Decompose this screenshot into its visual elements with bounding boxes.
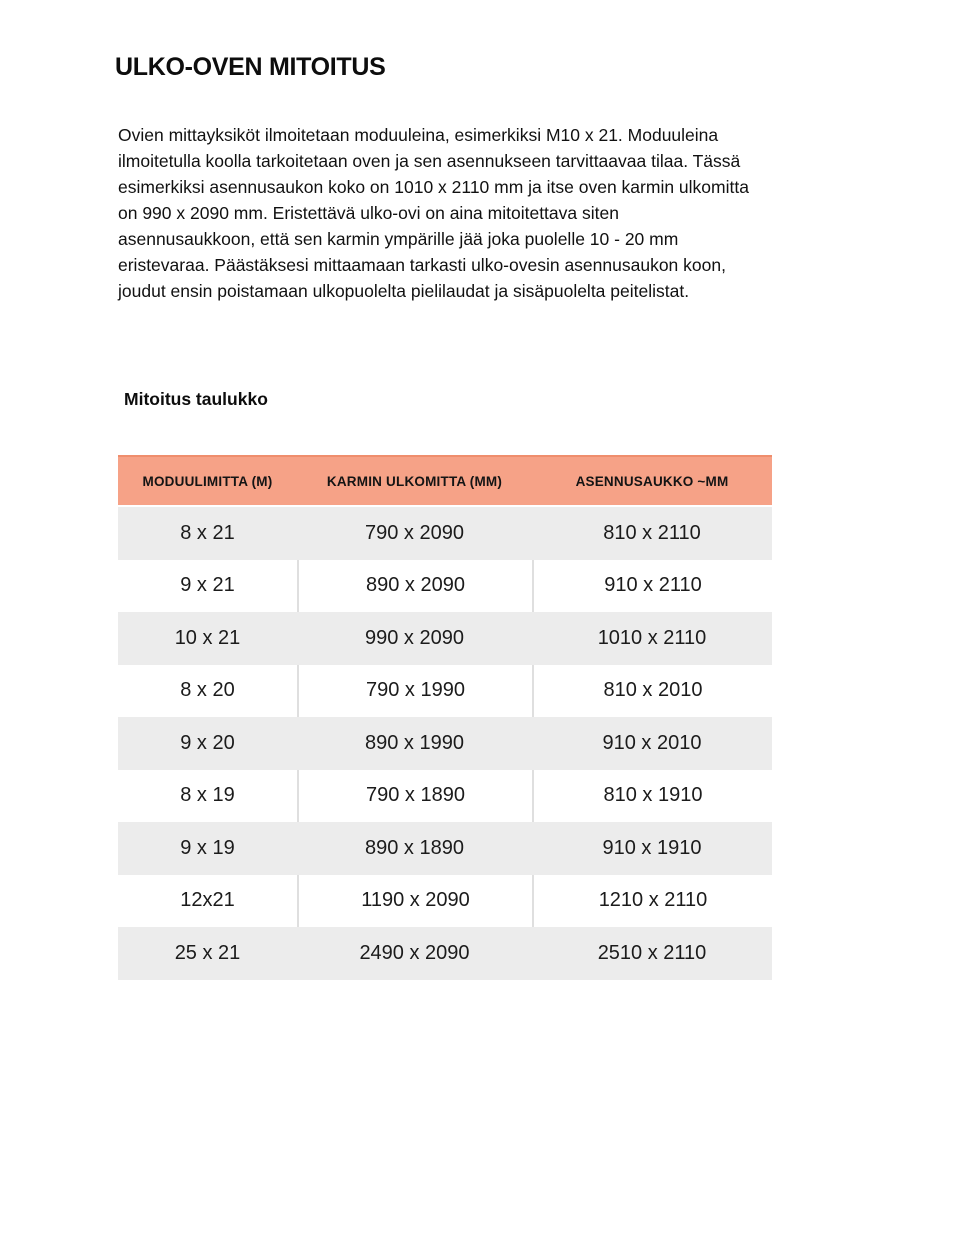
table-heading: Mitoitus taulukko — [124, 389, 268, 409]
table-cell: 890 x 1990 — [297, 717, 532, 770]
paragraph-line: Ovien mittayksiköt ilmoitetaan moduuleina, esimerkiksi M10 x 21. Moduuleina — [118, 125, 719, 145]
table-cell: 8 x 21 — [118, 507, 297, 560]
table-cell: 10 x 21 — [118, 612, 297, 665]
table-cell: 9 x 21 — [118, 560, 297, 613]
paragraph-line: joudut ensin poistamaan ulkopuolelta pielilaudat ja sisäpuolelta peitelistat. — [118, 281, 690, 301]
table-cell: 790 x 2090 — [297, 507, 532, 560]
table-row — [118, 822, 772, 875]
table-cell: 810 x 1910 — [532, 770, 772, 823]
table-header-row — [118, 455, 772, 507]
dimension-table — [118, 455, 772, 980]
table-cell: 810 x 2010 — [532, 665, 772, 718]
table-cell: 1010 x 2110 — [532, 612, 772, 665]
table-row — [118, 770, 772, 823]
table-cell: 8 x 20 — [118, 665, 297, 718]
table-cell: 790 x 1990 — [297, 665, 532, 718]
paragraph-line: esimerkiksi asennusaukon koko on 1010 x 2110 mm ja itse oven karmin ulkomitta — [118, 177, 749, 197]
paragraph-line: ilmoitetulla koolla tarkoitetaan oven ja sen asennukseen tarvittaavaa tilaa. Tässä — [118, 151, 741, 171]
table-cell: 890 x 1890 — [297, 822, 532, 875]
table-row — [118, 612, 772, 665]
column-header-moduulimitta: MODUULIMITTA (M) — [118, 455, 297, 507]
table-header — [118, 455, 772, 507]
table-cell: 790 x 1890 — [297, 770, 532, 823]
table-cell: 8 x 19 — [118, 770, 297, 823]
table-body — [118, 507, 772, 980]
table-cell: 1210 x 2110 — [532, 875, 772, 928]
column-header-asennusaukko: ASENNUSAUKKO ~MM — [532, 455, 772, 507]
table-cell: 9 x 20 — [118, 717, 297, 770]
table-row — [118, 875, 772, 928]
paragraph-line: eristevaraa. Päästäksesi mittaamaan tarkasti ulko-ovesin asennusaukon koon, — [118, 255, 726, 275]
table-cell: 810 x 2110 — [532, 507, 772, 560]
table-cell: 2510 x 2110 — [532, 927, 772, 980]
table-cell: 990 x 2090 — [297, 612, 532, 665]
table-cell: 910 x 2010 — [532, 717, 772, 770]
table-cell: 910 x 1910 — [532, 822, 772, 875]
table-cell: 12x21 — [118, 875, 297, 928]
paragraph-line: on 990 x 2090 mm. Eristettävä ulko-ovi on aina mitoitettava siten — [118, 203, 619, 223]
table-cell: 1190 x 2090 — [297, 875, 532, 928]
table-row — [118, 717, 772, 770]
table-row — [118, 507, 772, 560]
table-cell: 25 x 21 — [118, 927, 297, 980]
paragraph-line: asennusaukkoon, että sen karmin ympärille jää joka puolelle 10 - 20 mm — [118, 229, 679, 249]
table-cell: 9 x 19 — [118, 822, 297, 875]
table-row — [118, 665, 772, 718]
page-title: ULKO-OVEN MITOITUS — [115, 52, 386, 81]
table-row — [118, 560, 772, 613]
table-cell: 2490 x 2090 — [297, 927, 532, 980]
column-header-karmin-ulkomitta: KARMIN ULKOMITTA (MM) — [297, 455, 532, 507]
table-cell: 890 x 2090 — [297, 560, 532, 613]
table-cell: 910 x 2110 — [532, 560, 772, 613]
table-row — [118, 927, 772, 980]
intro-paragraph — [118, 122, 858, 304]
